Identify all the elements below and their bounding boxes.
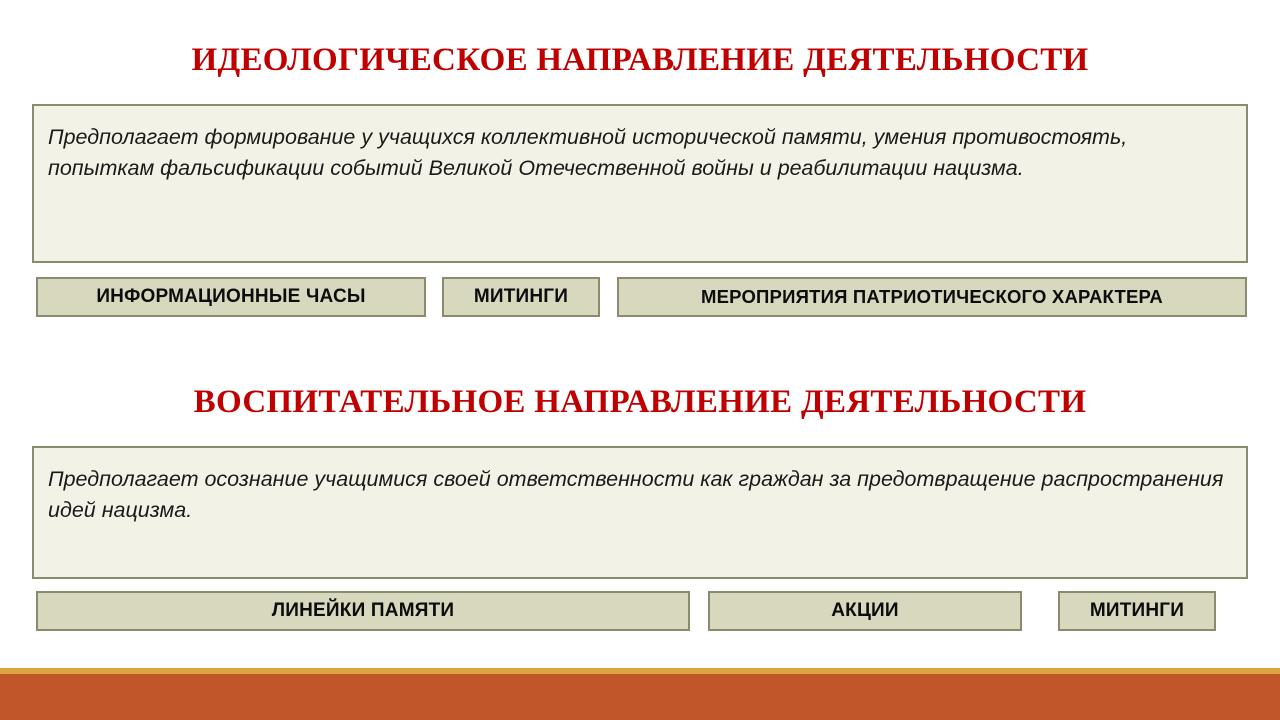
description-text-educational: Предполагает осознание учащимися своей ответственности как граждан за предотвращение распространения идей нацизма. <box>48 467 1224 522</box>
description-box-educational <box>32 446 1248 579</box>
chip-informacionnye-chasy[interactable]: ИНФОРМАЦИОННЫЕ ЧАСЫ <box>36 277 426 317</box>
chip-mitingi-educational[interactable]: МИТИНГИ <box>1058 591 1216 631</box>
section-title-educational: ВОСПИТАТЕЛЬНОЕ НАПРАВЛЕНИЕ ДЕЯТЕЛЬНОСТИ <box>193 384 1087 420</box>
footer-bar <box>0 668 1280 720</box>
chip-lineyki-pamyati[interactable]: ЛИНЕЙКИ ПАМЯТИ <box>36 591 690 631</box>
chip-akcii[interactable]: АКЦИИ <box>708 591 1022 631</box>
footer-accent-line <box>0 668 1280 674</box>
chip-meropriyatiya-patrioticheskogo-haraktera[interactable]: МЕРОПРИЯТИЯ ПАТРИОТИЧЕСКОГО ХАРАКТЕРА <box>617 277 1247 317</box>
section-title-ideological: ИДЕОЛОГИЧЕСКОЕ НАПРАВЛЕНИЕ ДЕЯТЕЛЬНОСТИ <box>191 42 1089 78</box>
chip-mitingi-ideological[interactable]: МИТИНГИ <box>442 277 600 317</box>
description-text-ideological: Предполагает формирование у учащихся коллективной исторической памяти, умения противостоять, попыткам фальсификации событий Великой Отечественной войны и реабилитации нацизма. <box>48 125 1128 180</box>
description-box-ideological <box>32 104 1248 263</box>
